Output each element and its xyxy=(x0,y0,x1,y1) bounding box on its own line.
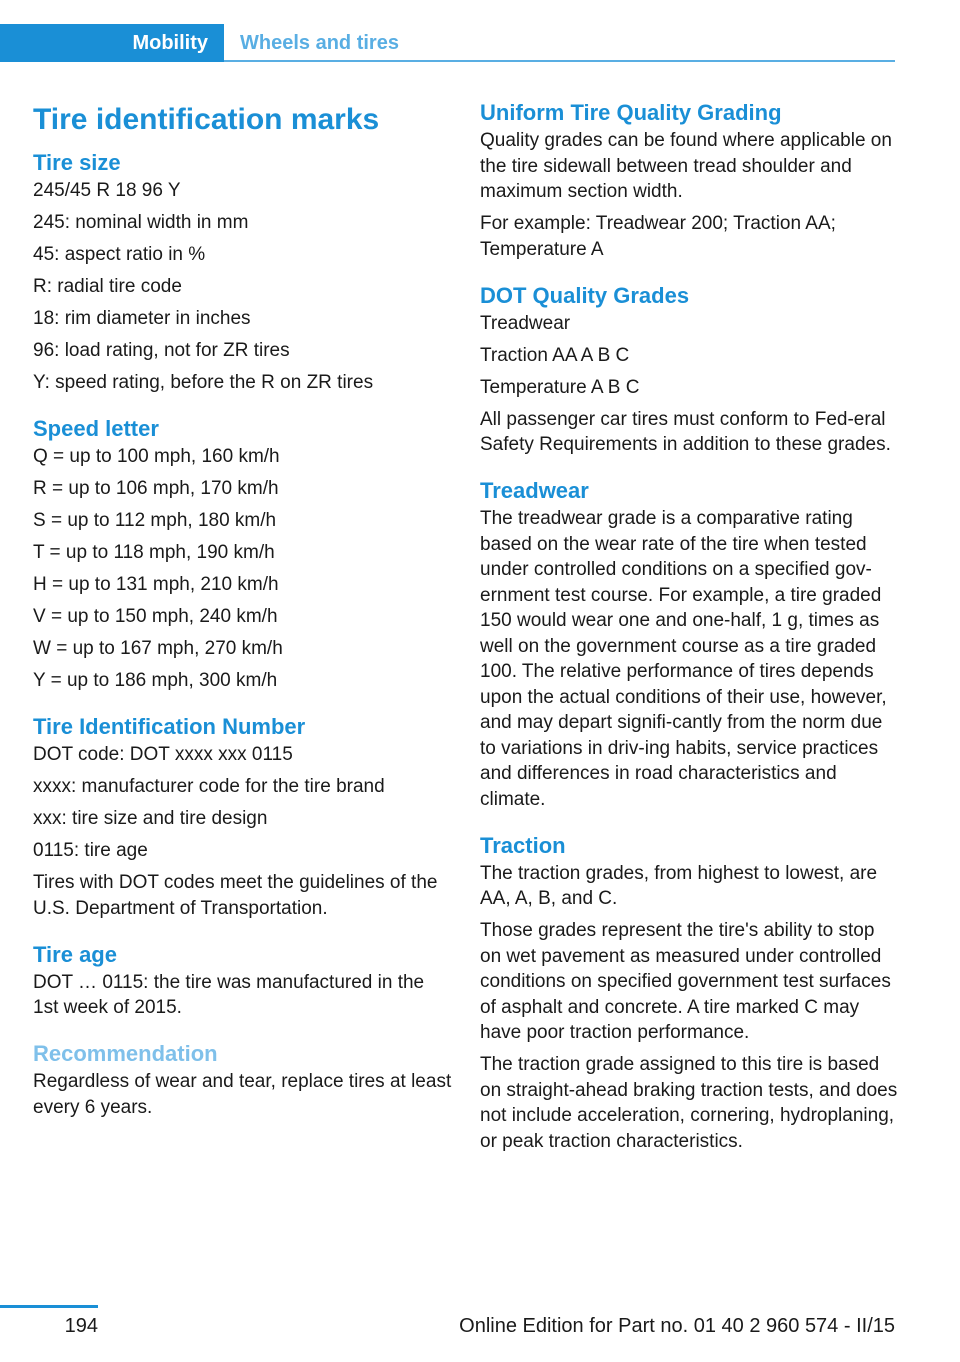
traction-paragraph: The traction grade assigned to this tire is based on straight-ahead braking traction tests, and does not include acceleration, cornering, hydroplaning, or peak traction characteristics. xyxy=(480,1054,898,1152)
chapter-label: Mobility xyxy=(132,31,208,54)
page-number: 194 xyxy=(64,1315,98,1337)
traction-paragraph: The traction grades, from highest to lowest, are AA, A, B, and C. xyxy=(480,862,878,909)
tire-size-line: 18: rim diameter in inches xyxy=(33,308,251,329)
recommendation-text: Regardless of wear and tear, replace tires at least every 6 years. xyxy=(33,1071,452,1118)
speed-letter-line: T = up to 118 mph, 190 km/h xyxy=(33,542,275,563)
traction-heading: Traction xyxy=(480,832,566,858)
utqg-paragraph: Quality grades can be found where applicable on the tire sidewall between tread shoulder and maximum section width. xyxy=(480,130,892,202)
speed-letter-line: V = up to 150 mph, 240 km/h xyxy=(33,606,278,627)
utqg-example: For example: Treadwear 200; Traction AA; Temperature A xyxy=(480,213,836,260)
dot-grades-line: Traction AA A B C xyxy=(480,344,630,366)
speed-letter-line: Y = up to 186 mph, 300 km/h xyxy=(33,670,278,691)
page-header xyxy=(0,24,895,62)
dot-grades-line: Treadwear xyxy=(480,312,571,334)
tin-heading: Tire Identification Number xyxy=(33,714,306,739)
tire-size-line: R: radial tire code xyxy=(33,276,182,297)
right-column xyxy=(480,98,900,1161)
speed-letter-heading: Speed letter xyxy=(33,416,159,441)
tire-age-heading: Tire age xyxy=(33,941,117,967)
recommendation-heading: Recommendation xyxy=(33,1041,218,1066)
tire-size-line: 45: aspect ratio in % xyxy=(33,244,206,265)
chapter-tab[interactable] xyxy=(0,24,224,62)
dot-grades-heading: DOT Quality Grades xyxy=(480,282,690,308)
speed-letter-line: Q = up to 100 mph, 160 km/h xyxy=(33,446,280,467)
tin-line: xxx: tire size and tire design xyxy=(33,808,268,829)
left-column xyxy=(33,98,453,1127)
tire-size-line: 96: load rating, not for ZR tires xyxy=(33,340,290,361)
speed-letter-line: S = up to 112 mph, 180 km/h xyxy=(33,510,277,531)
utqg-heading: Uniform Tire Quality Grading xyxy=(480,100,782,125)
tire-age-text: DOT … 0115: the tire was manufactured in the 1st week of 2015. xyxy=(33,971,425,1018)
dot-grades-line: Temperature A B C xyxy=(480,376,640,398)
traction-paragraph: Those grades represent the tire's ability to stop on wet pavement as measured under controlled conditions on specified government test surfaces of asphalt and concrete. A tire marked C may have poor traction performance. xyxy=(480,920,891,1043)
page-title: Tire identification marks xyxy=(33,103,380,136)
speed-letter-line: R = up to 106 mph, 170 km/h xyxy=(33,478,279,499)
tin-line: 0115: tire age xyxy=(33,840,148,861)
speed-letter-line: H = up to 131 mph, 210 km/h xyxy=(33,574,279,595)
tire-size-line: 245: nominal width in mm xyxy=(33,212,249,233)
edition-text: Online Edition for Part no. 01 40 2 960 574 - II/15 xyxy=(459,1315,895,1337)
header-rule xyxy=(224,60,895,62)
section-label: Wheels and tires xyxy=(240,31,399,54)
treadwear-heading: Treadwear xyxy=(480,478,589,503)
section-tab[interactable] xyxy=(240,24,399,62)
tin-line: DOT code: DOT xxxx xxx 0115 xyxy=(33,744,293,765)
footer-rule xyxy=(0,1305,98,1308)
tire-size-line: Y: speed rating, before the R on ZR tires xyxy=(33,372,374,393)
tire-size-line: 245/45 R 18 96 Y xyxy=(33,180,181,201)
speed-letter-line: W = up to 167 mph, 270 km/h xyxy=(33,638,283,659)
tire-size-heading: Tire size xyxy=(33,150,121,175)
tin-line: xxxx: manufacturer code for the tire brand xyxy=(33,776,385,797)
tin-line: Tires with DOT codes meet the guidelines of the U.S. Department of Transportation. xyxy=(33,872,438,919)
dot-grades-line: All passenger car tires must conform to Fed‐eral Safety Requirements in addition to these grades. xyxy=(480,408,891,455)
treadwear-text: The treadwear grade is a comparative rating based on the wear rate of the tire when tested under controlled conditions on a specified gov‐ernment test course. For example, a tire graded 150 would wear one and one-half, 1 g, times as well on the government course as a tire graded 100. The relative performance of tires depends upon the actual conditions of their use, however, and may depart signifi‐cantly from the norm due to variations in driv‐ing habits, service practices and differences in road characteristics and climate. xyxy=(480,508,887,810)
